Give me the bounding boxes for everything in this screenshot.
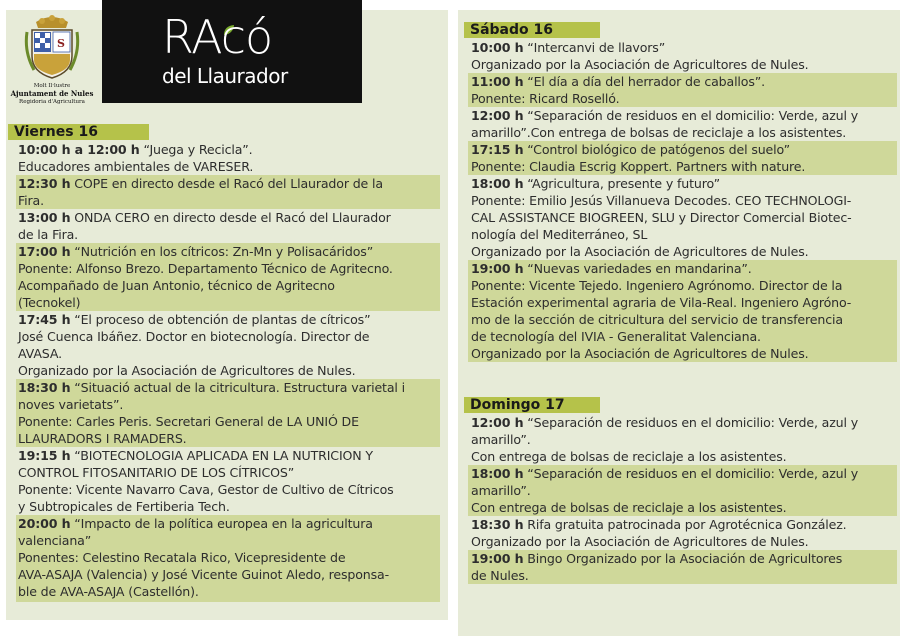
- svg-text:S: S: [57, 37, 65, 50]
- schedule-item: 19:00 h Bingo Organizado por la Asociación de Agricultores de Nules.: [468, 550, 897, 584]
- schedule-item: 12:30 h COPE en directo desde el Racó del Llaurador de la Fira.: [16, 175, 440, 209]
- schedule-item: 10:00 h a 12:00 h “Juega y Recicla”. Educadores ambientales de VARESER.: [18, 142, 254, 174]
- day-header-domingo: Domingo 17: [464, 397, 600, 413]
- schedule-item: 17:15 h “Control biológico de patógenos del suelo” Ponente: Claudia Escrig Koppert. Partners with nature.: [468, 141, 897, 175]
- schedule-item: 11:00 h “El día a día del herrador de caballos”. Ponente: Ricard Roselló.: [468, 73, 897, 107]
- schedule-item: 19:00 h “Nuevas variedades en mandarina”. Ponente: Vicente Tejedo. Ingeniero Agrónomo. Director de la Estación experimental agraria de Vila-Real. Ingeniero Agróno- mo de la sección de citricultura del servicio de transferencia de tecnología del IVIA - Generalitat Valenciana. Organizado por la Asociación de Agricultores de Nules.: [468, 260, 897, 362]
- crest-caption: Molt Il·lustre Ajuntament de Nules Regidoria d'Agricultura: [10, 83, 94, 105]
- coat-of-arms-icon: [24, 12, 80, 82]
- schedule-item: 12:00 h “Separación de residuos en el domicilio: Verde, azul y amarillo”. Con entrega de bolsas de reciclaje a los asistentes.: [471, 415, 859, 464]
- schedule-item: 18:30 h “Situació actual de la citricultura. Estructura varietal i noves varietats”. Ponente: Carles Peris. Secretari General de LA UNIÓ DE LLAURADORS I RAMADERS.: [16, 379, 440, 447]
- logo-subtitle: del Llaurador: [162, 64, 288, 88]
- logo-box: [102, 0, 362, 103]
- schedule-item: 18:00 h “Agricultura, presente y futuro” Ponente: Emilio Jesús Villanueva Decodes. CEO TECHNOLOGI- CAL ASSISTANCE BIOGREEN, SLU y Director Comercial Biotec- nología del Mediterráneo, SL Organizado por la Asociación de Agricultores de Nules.: [471, 176, 852, 259]
- schedule-item: 17:00 h “Nutrición en los cítricos: Zn-Mn y Polisacáridos” Ponente: Alfonso Brezo. Departamento Técnico de Agritecno. Acompañado de Juan Antonio, técnico de Agritecno (Tecnokel): [16, 243, 440, 311]
- schedule-item: 20:00 h “Impacto de la política europea en la agricultura valenciana” Ponentes: Celestino Recatala Rico, Vicepresidente de AVA-ASAJA (Valencia) y José Vicente Guinot Aledo, responsa- ble de AVA-ASAJA (Castellón).: [16, 515, 440, 602]
- schedule-item: 10:00 h “Intercanvi de llavors” Organizado por la Asociación de Agricultores de Nules.: [471, 40, 809, 72]
- logo-title: RAcó: [162, 10, 273, 64]
- day-header-viernes: Viernes 16: [8, 124, 149, 140]
- schedule-item: 13:00 h ONDA CERO en directo desde el Racó del Llaurador de la Fira.: [18, 210, 391, 242]
- schedule-item: 18:30 h Rifa gratuita patrocinada por Agrotécnica González. Organizado por la Asociación de Agricultores de Nules.: [471, 517, 847, 549]
- schedule-item: 12:00 h “Separación de residuos en el domicilio: Verde, azul y amarillo”.Con entrega de bolsas de reciclaje a los asistentes.: [471, 108, 859, 140]
- day-header-sabado: Sábado 16: [464, 22, 600, 38]
- schedule-item: 17:45 h “El proceso de obtención de plantas de cítricos” José Cuenca Ibáñez. Doctor en biotecnología. Director de AVASA. Organizado por la Asociación de Agricultores de Nules.: [18, 312, 371, 378]
- schedule-item: 19:15 h “BIOTECNOLOGIA APLICADA EN LA NUTRICION Y CONTROL FITOSANITARIO DE LOS CÍTRICOS” Ponente: Vicente Navarro Cava, Gestor de Cultivo de Cítricos y Subtropicales de Fertiberia Tech.: [18, 448, 394, 514]
- schedule-item: 18:00 h “Separación de residuos en el domicilio: Verde, azul y amarillo”. Con entrega de bolsas de reciclaje a los asistentes.: [468, 465, 897, 516]
